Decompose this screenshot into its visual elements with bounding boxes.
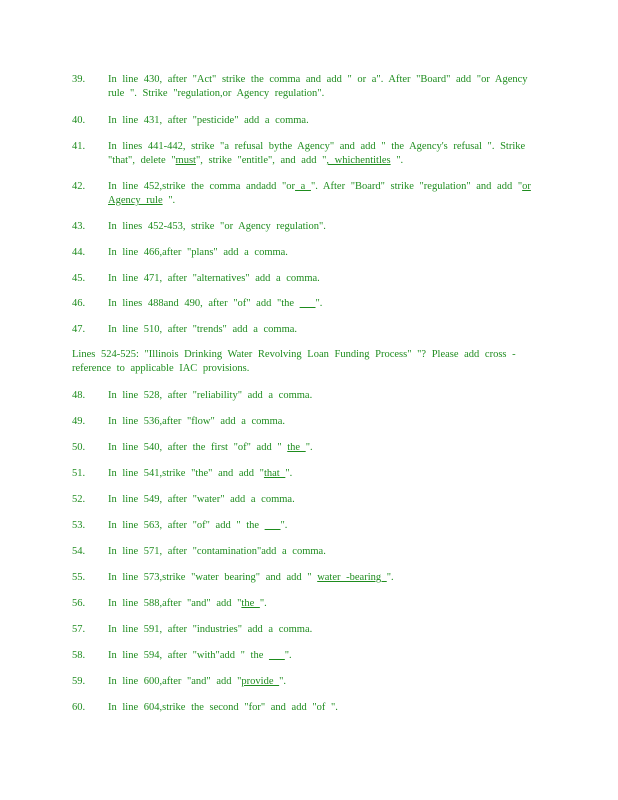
item-number: 48. bbox=[72, 390, 86, 401]
list-item bbox=[72, 623, 542, 637]
list-item bbox=[72, 220, 542, 234]
item-text: In line 588,after "and" add "the ". bbox=[108, 598, 267, 609]
list-item bbox=[72, 272, 542, 286]
item-number: 44. bbox=[72, 247, 86, 258]
item-number: 40. bbox=[72, 115, 86, 126]
list-item bbox=[72, 571, 542, 585]
list-item bbox=[72, 649, 542, 663]
list-item bbox=[72, 73, 542, 101]
item-number: 47. bbox=[72, 324, 86, 335]
list-item bbox=[72, 180, 542, 208]
item-number: 43. bbox=[72, 221, 86, 232]
item-text: In lines 488and 490, after "of" add "the ___". bbox=[108, 298, 323, 309]
item-number: 54. bbox=[72, 546, 86, 557]
item-text: In lines 452-453, strike "or Agency regulation". bbox=[108, 221, 326, 232]
item-number: 49. bbox=[72, 416, 86, 427]
list-item bbox=[72, 297, 542, 311]
item-text: In lines 441-442, strike "a refusal bythe Agency" and add " the Agency's refusal ". Strike "that", delete "must", strike "entitle", and add ", whichentitles ". bbox=[108, 141, 526, 166]
item-text: In line 591, after "industries" add a comma. bbox=[108, 624, 313, 635]
item-number: 50. bbox=[72, 442, 86, 453]
item-number: 46. bbox=[72, 298, 86, 309]
list-item bbox=[72, 701, 542, 715]
list-item bbox=[72, 545, 542, 559]
item-text: In line 571, after "contamination"add a comma. bbox=[108, 546, 326, 557]
list-item bbox=[72, 323, 542, 337]
item-number: 53. bbox=[72, 520, 86, 531]
item-number: 51. bbox=[72, 468, 86, 479]
item-text: In line 452,strike the comma andadd "or a ". After "Board" strike "regulation" and add "or Agency rule ". bbox=[108, 181, 531, 206]
item-number: 58. bbox=[72, 650, 86, 661]
item-text: In line 540, after the first "of" add " the ". bbox=[108, 442, 313, 453]
item-text: In line 528, after "reliability" add a comma. bbox=[108, 390, 313, 401]
item-number: 56. bbox=[72, 598, 86, 609]
list-item bbox=[72, 441, 542, 455]
item-number: 55. bbox=[72, 572, 86, 583]
item-text: In line 604,strike the second "for" and add "of ". bbox=[108, 702, 338, 713]
item-text: In line 541,strike "the" and add "that ". bbox=[108, 468, 293, 479]
item-text: In line 536,after "flow" add a comma. bbox=[108, 416, 286, 427]
list-item bbox=[72, 467, 542, 481]
list-item bbox=[72, 389, 542, 403]
list-item bbox=[72, 114, 542, 128]
item-text: In line 600,after "and" add "provide ". bbox=[108, 676, 287, 687]
list-item bbox=[72, 519, 542, 533]
item-number: 52. bbox=[72, 494, 86, 505]
item-number: 39. bbox=[72, 74, 86, 85]
item-number: 57. bbox=[72, 624, 86, 635]
item-text: In line 563, after "of" add " the ___". bbox=[108, 520, 288, 531]
list-item bbox=[72, 140, 542, 168]
item-text: In line 549, after "water" add a comma. bbox=[108, 494, 295, 505]
item-text: In line 431, after "pesticide" add a comma. bbox=[108, 115, 309, 126]
item-number: 59. bbox=[72, 676, 86, 687]
item-text: In line 466,after "plans" add a comma. bbox=[108, 247, 288, 258]
list-item bbox=[72, 675, 542, 689]
list-item bbox=[72, 493, 542, 507]
unnumbered-note: Lines 524-525: "Illinois Drinking Water Revolving Loan Funding Process" "? Please add cross - reference to applicable IAC provisions. bbox=[72, 349, 516, 374]
item-text: In line 430, after "Act" strike the comma and add " or a". After "Board" add "or Agency rule ". Strike "regulation,or Agency regulation". bbox=[108, 74, 528, 99]
list-item bbox=[72, 597, 542, 611]
item-text: In line 471, after "alternatives" add a comma. bbox=[108, 273, 320, 284]
list-item bbox=[72, 415, 542, 429]
list-item bbox=[72, 246, 542, 260]
item-number: 60. bbox=[72, 702, 86, 713]
item-text: In line 573,strike "water bearing" and add " water -bearing ". bbox=[108, 572, 394, 583]
item-number: 45. bbox=[72, 273, 86, 284]
item-text: In line 594, after "with"add " the ___". bbox=[108, 650, 292, 661]
item-number: 42. bbox=[72, 181, 86, 192]
item-number: 41. bbox=[72, 141, 86, 152]
item-text: In line 510, after "trends" add a comma. bbox=[108, 324, 298, 335]
